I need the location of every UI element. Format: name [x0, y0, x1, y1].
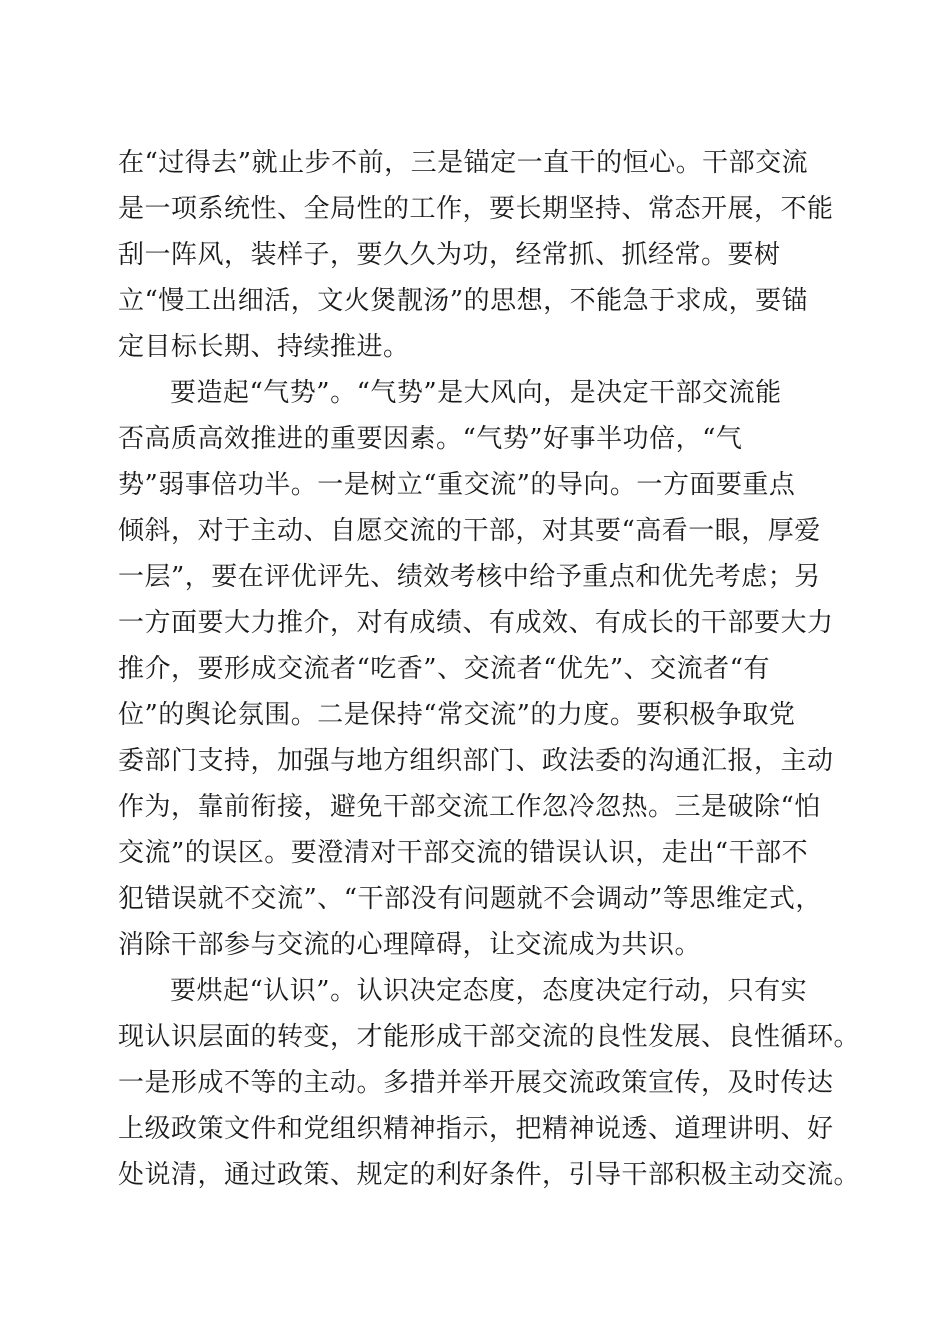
body-text — [118, 140, 861, 1198]
text-line: 定目标长期、持续推进。 — [118, 332, 410, 362]
text-line: 在“过得去”就止步不前，三是锚定一直干的恒心。干部交流 — [118, 148, 809, 178]
text-line: 是一项系统性、全局性的工作，要长期坚持、常态开展，不能 — [118, 194, 834, 224]
text-line: 作为，靠前衔接，避免干部交流工作忽冷忽热。三是破除“怕 — [118, 792, 821, 822]
text-line: 交流”的误区。要澄清对干部交流的错误认识，走出“干部不 — [118, 838, 809, 868]
text-line: 立“慢工出细活，文火煲靓汤”的思想，不能急于求成，要锚 — [118, 286, 809, 316]
text-line: 一方面要大力推介，对有成绩、有成效、有成长的干部要大力 — [118, 608, 834, 638]
text-line: 处说清，通过政策、规定的利好条件，引导干部积极主动交流。 — [118, 1160, 861, 1190]
paragraph-start-line: 要烘起“认识”。认识决定态度，态度决定行动，只有实 — [170, 976, 808, 1006]
text-line: 位”的舆论氛围。二是保持“常交流”的力度。要积极争取党 — [118, 700, 796, 730]
text-line: 倾斜，对于主动、自愿交流的干部，对其要“高看一眼，厚爱 — [118, 516, 821, 546]
text-line: 上级政策文件和党组织精神指示，把精神说透、道理讲明、好 — [118, 1114, 834, 1144]
text-line: 否高质高效推进的重要因素。“气势”好事半功倍，“气 — [118, 424, 743, 454]
text-line: 委部门支持，加强与地方组织部门、政法委的沟通汇报，主动 — [118, 746, 834, 776]
text-line: 推介，要形成交流者“吃香”、交流者“优先”、交流者“有 — [118, 654, 770, 684]
text-line: 一层”，要在评优评先、绩效考核中给予重点和优先考虑；另 — [118, 562, 821, 592]
text-line: 现认识层面的转变，才能形成干部交流的良性发展、良性循环。 — [118, 1022, 861, 1052]
text-line: 刮一阵风，装样子，要久久为功，经常抓、抓经常。要树 — [118, 240, 781, 270]
text-line: 犯错误就不交流”、“干部没有问题就不会调动”等思维定式， — [118, 884, 822, 914]
text-line: 一是形成不等的主动。多措并举开展交流政策宣传，及时传达 — [118, 1068, 834, 1098]
paragraph-start-line: 要造起“气势”。“气势”是大风向，是决定干部交流能 — [170, 378, 782, 408]
text-line: 势”弱事倍功半。一是树立“重交流”的导向。一方面要重点 — [118, 470, 796, 500]
text-line: 消除干部参与交流的心理障碍，让交流成为共识。 — [118, 930, 702, 960]
